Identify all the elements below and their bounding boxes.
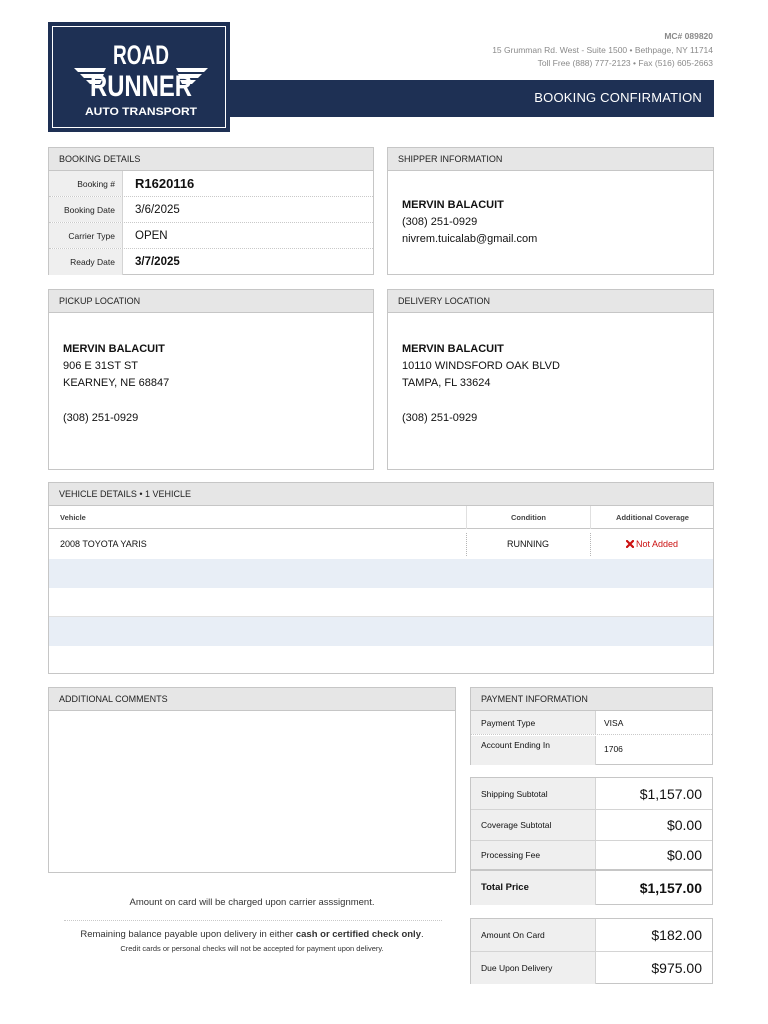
col-condition: Condition: [466, 506, 590, 529]
payment-type-label: Payment Type: [471, 711, 596, 734]
balance-table: [470, 918, 713, 984]
mc-number: MC# 089820: [664, 31, 713, 41]
delivery-phone: (308) 251-0929: [402, 412, 478, 424]
booking-date-value: 3/6/2025: [135, 204, 180, 216]
pickup-street: 906 E 31ST ST: [63, 360, 139, 372]
vehicle-details-panel: [48, 482, 714, 674]
pickup-phone: (308) 251-0929: [63, 412, 139, 424]
booking-date-label: Booking Date: [49, 197, 123, 222]
coverage-text: Not Added: [635, 539, 679, 549]
coverage-subtotal-value: $0.00: [666, 817, 702, 833]
booking-number-value: R1620116: [135, 176, 195, 191]
shipper-name: MERVIN BALACUIT: [402, 199, 504, 211]
comments-panel: [48, 687, 456, 873]
logo-road-text: ROAD: [113, 40, 169, 70]
pickup-header: PICKUP LOCATION: [49, 290, 373, 313]
payment-info-panel: [470, 687, 713, 765]
due-upon-delivery-label: Due Upon Delivery: [471, 952, 596, 984]
coverage-subtotal-row: [471, 810, 712, 841]
remaining-text-bold: cash or certified check only: [295, 929, 421, 940]
booking-details-rows: [49, 171, 373, 274]
company-logo: [48, 22, 230, 132]
remaining-balance-note: [48, 929, 456, 940]
processing-fee-row: [471, 841, 712, 871]
total-price-row: [471, 871, 712, 905]
total-price-value: $1,157.00: [639, 880, 702, 896]
ready-date-row: [49, 249, 373, 275]
table-row: [49, 530, 713, 559]
carrier-type-value: OPEN: [135, 230, 168, 242]
remaining-text-pre: Remaining balance payable upon delivery in either: [80, 929, 296, 940]
delivery-contact: [402, 341, 560, 427]
delivery-name: MERVIN BALACUIT: [402, 343, 504, 355]
title-banner: [229, 80, 714, 117]
processing-fee-value: $0.00: [666, 847, 702, 863]
carrier-type-label: Carrier Type: [49, 223, 123, 248]
payment-info-header: PAYMENT INFORMATION: [471, 688, 712, 711]
card-charge-note: Amount on card will be charged upon carrier asssignment.: [129, 897, 375, 908]
credit-card-note: Credit cards or personal checks will not be accepted for payment upon delivery.: [120, 944, 384, 953]
coverage-subtotal-label: Coverage Subtotal: [471, 810, 596, 840]
comments-header: ADDITIONAL COMMENTS: [49, 688, 455, 711]
pickup-name: MERVIN BALACUIT: [63, 343, 165, 355]
shipper-contact: [402, 197, 537, 248]
empty-row: [49, 617, 713, 646]
vehicle-table-header: [49, 506, 713, 529]
coverage-status: [590, 530, 714, 559]
pickup-city: KEARNEY, NE 68847: [63, 377, 170, 389]
shipping-subtotal-label: Shipping Subtotal: [471, 778, 596, 809]
shipping-subtotal-row: [471, 778, 712, 810]
total-price-label: Total Price: [471, 871, 596, 905]
ready-date-value: 3/7/2025: [135, 256, 180, 268]
delivery-header: DELIVERY LOCATION: [388, 290, 713, 313]
carrier-type-row: [49, 223, 373, 249]
pickup-panel: [48, 289, 374, 470]
delivery-panel: [387, 289, 714, 470]
col-vehicle: Vehicle: [60, 513, 86, 522]
empty-row: [49, 646, 713, 675]
col-coverage: Additional Coverage: [590, 506, 714, 529]
company-info: [492, 30, 713, 71]
logo-runner-text: RUNNER: [90, 70, 193, 103]
booking-number-row: [49, 171, 373, 197]
logo-graphic: [50, 24, 232, 134]
vehicle-name: 2008 TOYOTA YARIS: [60, 539, 147, 549]
remaining-text-post: .: [420, 929, 424, 940]
vehicle-condition: RUNNING: [507, 539, 549, 549]
account-ending-label: Account Ending In: [471, 736, 596, 765]
booking-details-panel: [48, 147, 374, 275]
company-address: 15 Grumman Rd. West - Suite 1500 • Bethpage, NY 11714: [492, 44, 713, 55]
logo-tagline-text: AUTO TRANSPORT: [85, 106, 198, 118]
payment-type-row: [471, 711, 712, 735]
amount-on-card-label: Amount On Card: [471, 919, 596, 951]
shipper-panel: [387, 147, 714, 275]
x-mark-icon: [626, 540, 634, 548]
due-upon-delivery-value: $975.00: [651, 960, 702, 976]
vehicle-details-header: VEHICLE DETAILS • 1 VEHICLE: [49, 483, 713, 506]
shipper-phone: (308) 251-0929: [402, 216, 478, 228]
booking-date-row: [49, 197, 373, 223]
shipper-header: SHIPPER INFORMATION: [388, 148, 713, 171]
ready-date-label: Ready Date: [49, 249, 123, 275]
empty-row: [49, 559, 713, 588]
shipping-subtotal-value: $1,157.00: [639, 786, 702, 802]
page-title: BOOKING CONFIRMATION: [534, 90, 702, 105]
processing-fee-label: Processing Fee: [471, 841, 596, 869]
account-ending-value: 1706: [604, 744, 623, 754]
amount-on-card-value: $182.00: [651, 927, 702, 943]
booking-number-label: Booking #: [49, 171, 123, 196]
pickup-contact: [63, 341, 169, 427]
account-ending-row: [471, 736, 712, 765]
amount-on-card-row: [471, 919, 712, 952]
due-upon-delivery-row: [471, 952, 712, 984]
payment-type-value: VISA: [604, 718, 624, 728]
booking-details-header: BOOKING DETAILS: [49, 148, 373, 171]
delivery-street: 10110 WINDSFORD OAK BLVD: [402, 360, 560, 372]
delivery-city: TAMPA, FL 33624: [402, 377, 491, 389]
note-divider: [64, 920, 442, 921]
company-phones: Toll Free (888) 777-2123 • Fax (516) 605-2663: [537, 58, 713, 68]
shipper-email: nivrem.tuicalab@gmail.com: [402, 233, 538, 245]
empty-row: [49, 588, 713, 617]
totals-table: [470, 777, 713, 905]
